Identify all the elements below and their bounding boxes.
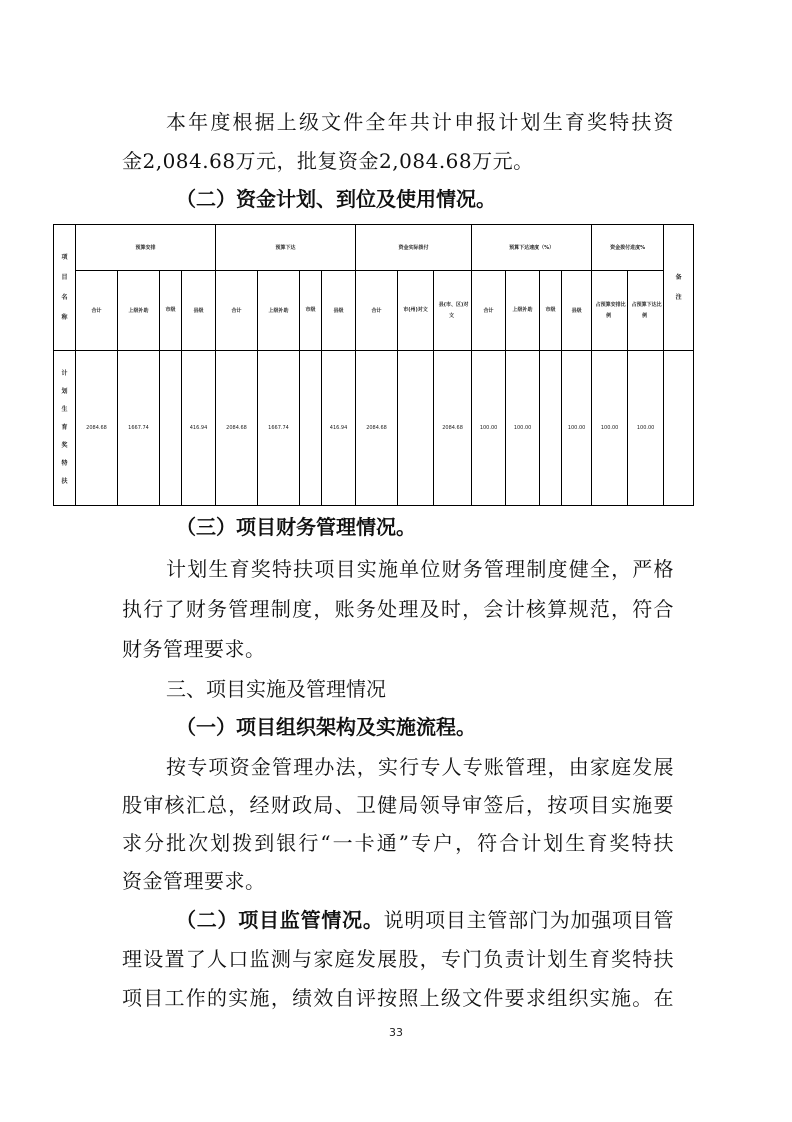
paragraph-line: [176, 907, 674, 933]
cell-alloc-county: 416.94: [322, 351, 356, 506]
cell-budget-city: [160, 351, 182, 506]
group-budget: 预算安排: [76, 225, 216, 271]
cell-rate-city: [540, 351, 562, 506]
paragraph-line: 股审核汇总，经财政局、卫健局领导审签后，按项目实施要: [122, 793, 674, 817]
cell-rate-total: 100.00: [472, 351, 506, 506]
cell-paid-total: 2084.68: [356, 351, 398, 506]
section-heading-finance: （三）项目财务管理情况。: [176, 515, 416, 539]
cell-pay-rate-a: 100.00: [592, 351, 628, 506]
subsection-heading-organization: （一）项目组织架构及实施流程。: [176, 715, 476, 739]
alloc-superior-header: 上级补助: [258, 271, 300, 351]
pay-rate-a-header: 占预算安排比例: [592, 271, 628, 351]
group-paid: 资金实际拨付: [356, 225, 472, 271]
paragraph-line: 资金管理要求。: [122, 869, 266, 893]
paragraph-line: 财务管理要求。: [122, 637, 266, 661]
cell-pay-rate-b: 100.00: [628, 351, 664, 506]
cell-budget-total: 2084.68: [76, 351, 118, 506]
subsection-heading-supervision: （二）项目监管情况。: [176, 908, 384, 932]
rate-city-header: 市级: [540, 271, 562, 351]
group-pay-rate: 资金拨付进度%: [592, 225, 664, 271]
supervision-text: 说明项目主管部门为加强项目管: [383, 908, 675, 932]
paid-total-header: 合计: [356, 271, 398, 351]
alloc-total-header: 合计: [216, 271, 258, 351]
budget-county-header: 县级: [182, 271, 216, 351]
rate-county-header: 县级: [562, 271, 592, 351]
section-heading-funding: （二）资金计划、到位及使用情况。: [176, 187, 496, 211]
col-remark: 备注: [664, 225, 694, 351]
budget-superior-header: 上级补助: [118, 271, 160, 351]
cell-alloc-superior: 1667.74: [258, 351, 300, 506]
cell-rate-county: 100.00: [562, 351, 592, 506]
paragraph-line: 执行了财务管理制度，账务处理及时，会计核算规范，符合: [122, 597, 674, 621]
col-project-name: 项目名称: [54, 225, 76, 351]
table-row: [54, 351, 694, 506]
cell-paid-city: [398, 351, 434, 506]
rate-total-header: 合计: [472, 271, 506, 351]
page-number: 33: [389, 1026, 403, 1039]
paragraph-line: 本年度根据上级文件全年共计申报计划生育奖特扶资: [166, 110, 674, 134]
paragraph-line: 求分批次划拨到银行“一卡通”专户，符合计划生育奖特扶: [122, 831, 674, 855]
pay-rate-b-header: 占预算下达比例: [628, 271, 664, 351]
funding-table: [53, 224, 694, 506]
paid-city-header: 市(州)对文: [398, 271, 434, 351]
paid-county-header: 县(市、区)对文: [434, 271, 472, 351]
cell-alloc-total: 2084.68: [216, 351, 258, 506]
cell-budget-superior: 1667.74: [118, 351, 160, 506]
cell-budget-county: 416.94: [182, 351, 216, 506]
paragraph-line: 计划生育奖特扶项目实施单位财务管理制度健全，严格: [166, 557, 674, 581]
rate-superior-header: 上级补助: [506, 271, 540, 351]
cell-remark: [664, 351, 694, 506]
paragraph-line: 按专项资金管理办法，实行专人专账管理，由家庭发展: [166, 755, 674, 779]
cell-alloc-city: [300, 351, 322, 506]
cell-rate-superior: 100.00: [506, 351, 540, 506]
budget-city-header: 市级: [160, 271, 182, 351]
paragraph-line: 理设置了人口监测与家庭发展股，专门负责计划生育奖特扶: [122, 947, 674, 971]
group-alloc-rate: 预算下达速度（%）: [472, 225, 592, 271]
cell-paid-county: 2084.68: [434, 351, 472, 506]
paragraph-line: 金2,084.68万元，批复资金2,084.68万元。: [122, 149, 534, 173]
alloc-city-header: 市级: [300, 271, 322, 351]
section-title: 三、项目实施及管理情况: [166, 677, 386, 701]
row-project-name: 计划生育奖特扶: [54, 351, 76, 506]
budget-total-header: 合计: [76, 271, 118, 351]
paragraph-line: 项目工作的实施，绩效自评按照上级文件要求组织实施。在: [122, 986, 674, 1010]
alloc-county-header: 县级: [322, 271, 356, 351]
group-allocated: 预算下达: [216, 225, 356, 271]
